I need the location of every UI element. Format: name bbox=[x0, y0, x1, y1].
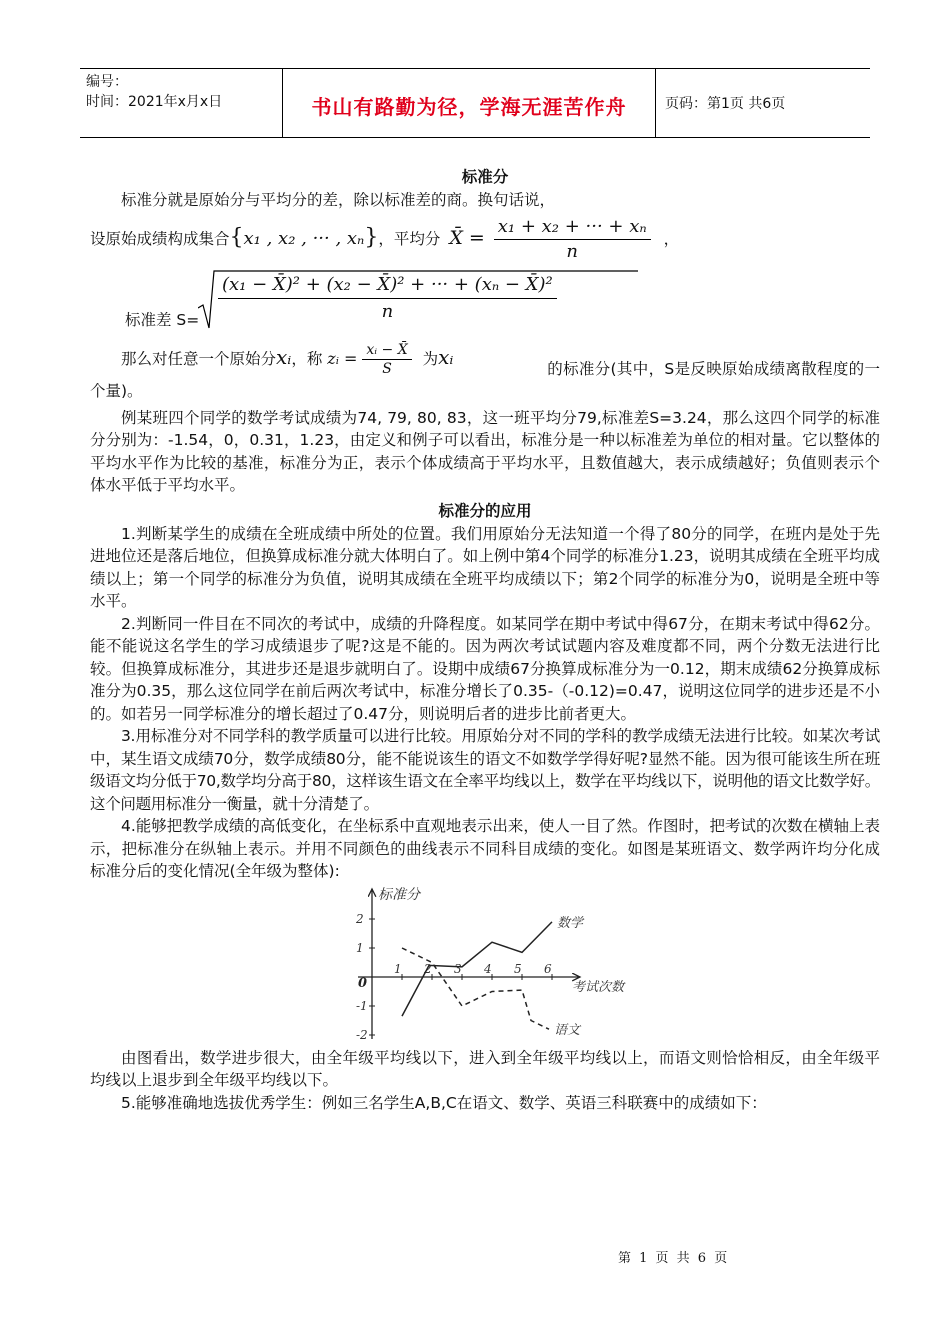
set-expression: x₁ , x₂ , ··· , xₙ bbox=[243, 227, 365, 249]
x-tick-label: 4 bbox=[484, 961, 492, 976]
section-title-applications: 标准分的应用 bbox=[438, 501, 532, 520]
standard-score-chart bbox=[348, 883, 668, 1041]
std-definition-line bbox=[90, 264, 880, 334]
mean-trailing-comma: ， bbox=[663, 229, 680, 248]
std-denominator: n bbox=[381, 300, 394, 322]
x-axis-label: 考试次数 bbox=[572, 979, 625, 995]
x-tick-label: 2 bbox=[424, 961, 432, 976]
y-tick-label: -2 bbox=[356, 1027, 368, 1041]
xi-symbol: xᵢ bbox=[276, 344, 292, 369]
series-label: 语文 bbox=[554, 1022, 581, 1038]
std-label: 标准差 S= bbox=[125, 310, 200, 329]
z-lhs: zᵢ = bbox=[327, 348, 358, 368]
set-brace-close: } bbox=[364, 224, 379, 250]
header-page-info: 页码：第1页 共6页 bbox=[665, 96, 786, 112]
application-paragraph-4: 4.能够把教学成绩的高低变化，在坐标系中直观地表示出来，使人一目了然。作图时，把考试的次数在横轴上表示，把标准分在纵轴上表示。并用不同颜色的曲线表示不同科目成绩的变化。如图是某班语文、数学两许均分化成标准分后的变化情况(全年级为整体): bbox=[90, 817, 880, 880]
mean-formula bbox=[494, 215, 651, 264]
z-for: 为 bbox=[422, 349, 439, 368]
header-motto: 书山有路勤为径，学海无涯苦作舟 bbox=[311, 95, 627, 119]
chart-conclusion-paragraph: 由图看出，数学进步很大，由全年级平均线以下，进入到全年级平均线以上，而语文则恰恰相反，由全年级平均线以上退步到全年级平均线以下。 bbox=[90, 1048, 880, 1089]
application-paragraph-3: 3.用标准分对不同学科的教学质量可以进行比较。用原始分对不同的学科的教学成绩无法进行比较。如某次考试中，某生语文成绩70分，数学成绩80分，能不能说该生的语文不如数学学得好呢?显然不能。因为很可能该生所在班级语文均分低于70,数学均分高于80，这样该生语文在全率平均线以上，数学在平均线以下，说明他的语文比数学好。这个问题用标准分一衡量，就十分清楚了。 bbox=[90, 727, 880, 813]
mean-numerator: x₁ + x₂ + ··· + xₙ bbox=[494, 215, 651, 240]
y-tick-label: -1 bbox=[356, 998, 368, 1013]
mean-label: ，平均分 bbox=[378, 229, 441, 248]
mean-lhs: X̄ = bbox=[449, 226, 485, 249]
z-numerator: xᵢ − X̄ bbox=[362, 341, 411, 360]
x-tick-label: 6 bbox=[544, 961, 552, 976]
series-line-chinese bbox=[402, 948, 549, 1029]
header-divider bbox=[655, 69, 656, 137]
std-numerator: (x₁ − X̄)² + (x₂ − X̄)² + ··· + (xₙ − X̄)² bbox=[218, 272, 557, 299]
z-call: ，称 bbox=[291, 349, 323, 368]
std-formula bbox=[218, 272, 557, 325]
z-definition-line bbox=[90, 334, 880, 380]
x-tick-label: 3 bbox=[454, 961, 462, 976]
z-suffix-text: 的标准分(其中，S是反映原始成绩离散程度的一个量)。 bbox=[90, 359, 880, 400]
z-formula bbox=[362, 341, 411, 378]
set-prefix: 设原始成绩构成集合 bbox=[90, 229, 230, 248]
z-prefix: 那么对任意一个原始分 bbox=[121, 349, 277, 368]
series-label: 数学 bbox=[557, 915, 584, 931]
standard-score-chart-area bbox=[90, 883, 880, 1043]
x-tick-label: 5 bbox=[514, 961, 522, 976]
document-number-label: 编号： bbox=[86, 74, 128, 90]
y-tick-label: 1 bbox=[356, 940, 364, 955]
section-title-standard-score: 标准分 bbox=[461, 168, 509, 186]
xi-symbol: xᵢ bbox=[438, 344, 454, 369]
document-date: 时间：2021年x月x日 bbox=[86, 94, 223, 110]
document-body bbox=[90, 165, 880, 1114]
set-definition-line bbox=[90, 212, 880, 264]
mean-denominator: n bbox=[566, 240, 578, 262]
intro-paragraph: 标准分就是原始分与平均分的差，除以标准差的商。换句话说， bbox=[121, 191, 556, 209]
y-axis-label: 标准分 bbox=[378, 886, 420, 903]
example-paragraph: 例某班四个同学的数学考试成绩为74, 79, 80, 83，这一班平均分79,标准差S=3.24，那么这四个同学的标准分分别为：-1.54，0，0.31，1.23，由定义和例子可以看出，标准分是一种以标准差为单位的相对量。它以整体的平均水平作为比较的基准，标准分为正，表示个体成绩高于平均水平，且数值越大，表示成绩越好；负值则表示个体水平低于平均水平。 bbox=[90, 408, 880, 494]
x-tick-label: 1 bbox=[394, 961, 402, 976]
page-header bbox=[80, 68, 870, 138]
y-tick-label: 2 bbox=[356, 911, 364, 926]
set-brace-open: { bbox=[229, 224, 244, 250]
header-meta bbox=[86, 72, 222, 112]
application-paragraph-5: 5.能够准确地选拔优秀学生：例如三名学生A,B,C在语文、数学、英语三科联赛中的成绩如下： bbox=[121, 1093, 767, 1112]
page-footer: 第 1 页 共 6 页 bbox=[618, 1251, 728, 1266]
application-paragraph-1: 1.判断某学生的成绩在全班成绩中所处的位置。我们用原始分无法知道一个得了80分的同学，在班内是处于先进地位还是落后地位，但换算成标准分就大体明白了。如上例中第4个同学的标准分1.23，说明其成绩在全班平均成绩以上；第一个同学的标准分为负值，说明其成绩在全班平均成绩以下；第2个同学的标准分为0，说明是全班中等水平。 bbox=[90, 524, 880, 610]
application-paragraph-2: 2.判断同一件目在不同次的考试中，成绩的升降程度。如某同学在期中考试中得67分，在期末考试中得62分。能不能说这名学生的学习成绩退步了呢?这是不能的。因为两次考试试题内容及难度都不同，两个分数无法进行比较。但换算成标准分，其进步还是退步就明白了。设期中成绩67分换算成标准分为一0.12，期末成绩62分换算成标准分为0.35，那么这位同学在前后两次考试中，标准分增长了0.35-（-0.12)=0.47，说明这位同学的进步还是不小的。如若另一同学标准分的增长超过了0.47分，则说明后者的进步比前者更大。 bbox=[90, 614, 880, 723]
origin-label: 0 bbox=[358, 975, 368, 991]
z-denominator: S bbox=[382, 360, 392, 377]
